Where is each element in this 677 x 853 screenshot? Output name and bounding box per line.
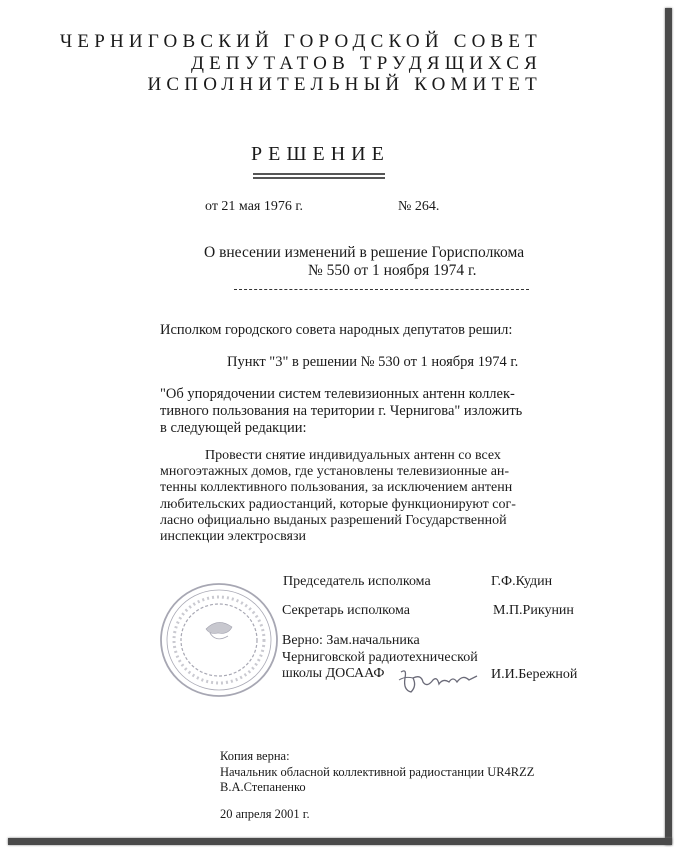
chairman-role: Председатель исполкома bbox=[283, 574, 431, 589]
decision-date: от 21 мая 1976 г. bbox=[205, 199, 304, 214]
quote-line-3: в следующей редакции: bbox=[160, 420, 307, 436]
page-shadow-bottom bbox=[8, 838, 672, 845]
footer-line-2: Начальник обласной коллективной радиостанции UR4RZZ bbox=[220, 764, 535, 779]
body-line: любительских радиостанций, которые функционируют сог- bbox=[160, 496, 516, 512]
chairman-name: Г.Ф.Кудин bbox=[491, 574, 553, 589]
header-line-3: ИСПОЛНИТЕЛЬНЫЙ КОМИТЕТ bbox=[147, 74, 542, 95]
page-shadow-right bbox=[665, 8, 672, 845]
quote-line-1: "Об упорядочении систем телевизионных антенн коллек- bbox=[160, 386, 515, 402]
body-line: Провести снятие индивидуальных антенн со всех bbox=[205, 448, 501, 463]
body-line: инспекции электросвязи bbox=[160, 529, 306, 545]
body-line: ласно официально выданых разрешений Государственной bbox=[160, 512, 507, 528]
official-stamp-icon bbox=[158, 581, 280, 699]
verifier-role-line: Черниговской радиотехнической bbox=[282, 649, 478, 665]
secretary-role: Секретарь исполкома bbox=[282, 603, 410, 618]
body-line: многоэтажных домов, где установлены телевизионные ан- bbox=[160, 464, 510, 480]
verifier-name: И.И.Бережной bbox=[491, 667, 578, 682]
document-title: РЕШЕНИЕ bbox=[251, 143, 390, 165]
quote-line-2: тивного пользования на територии г. Чернигова" изложить bbox=[160, 403, 523, 419]
intro-text: Исполком городского совета народных депутатов решил: bbox=[160, 322, 513, 338]
point-text: Пункт "3" в решении № 530 от 1 ноября 1974 г. bbox=[227, 354, 519, 370]
verifier-role-line: школы ДОСААФ bbox=[282, 666, 385, 681]
copy-date: 20 апреля 2001 г. bbox=[220, 807, 310, 821]
quote-text bbox=[160, 386, 522, 437]
decision-number: № 264. bbox=[398, 199, 440, 214]
subject-line-1: О внесении изменений в решение Горисполкома bbox=[204, 244, 525, 261]
title-underline bbox=[253, 173, 385, 179]
footer-line-1: Копия верна: bbox=[220, 749, 290, 763]
header-line-1: ЧЕРНИГОВСКИЙ ГОРОДСКОЙ СОВЕТ bbox=[59, 31, 542, 52]
footer-line-3: В.А.Степаненко bbox=[220, 780, 306, 794]
verifier-role-line: Верно: Зам.начальника bbox=[282, 633, 420, 648]
subject-line-2: № 550 от 1 ноября 1974 г. bbox=[308, 262, 477, 279]
copy-certification bbox=[220, 749, 534, 796]
subject-divider bbox=[234, 289, 529, 290]
secretary-name: М.П.Рикунин bbox=[493, 603, 574, 618]
handwritten-signature-icon bbox=[393, 664, 483, 700]
decision-body bbox=[160, 448, 516, 545]
body-line: тенны коллективного пользования, за исключением антенн bbox=[160, 480, 513, 496]
header-line-2: ДЕПУТАТОВ ТРУДЯЩИХСЯ bbox=[190, 53, 542, 74]
